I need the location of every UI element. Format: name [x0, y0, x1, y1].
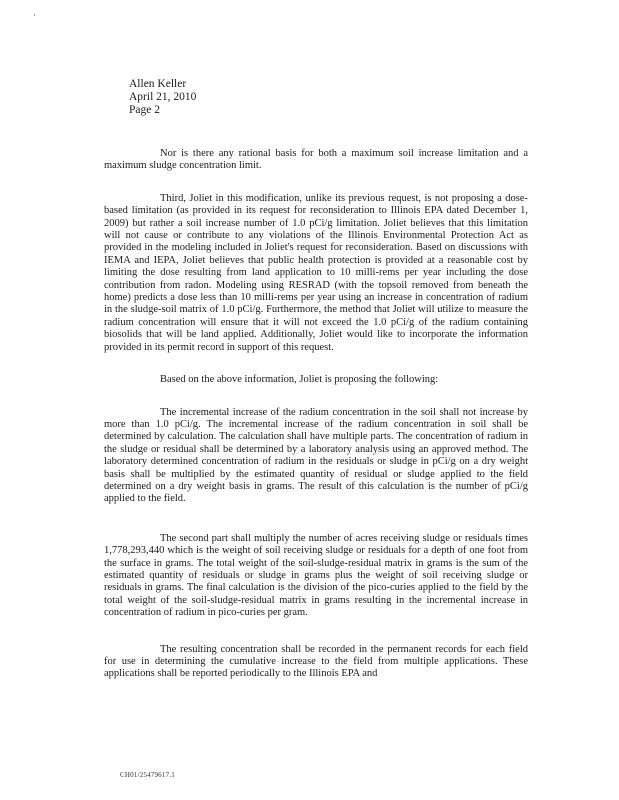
paragraph-6: The resulting concentration shall be recorded in the permanent records for each field for use in determining the cumulative increase to the field from multiple applications. These applications shall be reported periodically to the Illinois EPA and: [104, 643, 528, 680]
paragraph-5: The second part shall multiply the number of acres receiving sludge or residuals times 1,778,293,440 which is the weight of soil receiving sludge or residuals for a depth of one foot from the surface in grams. The total weight of the soil-sludge-residual matrix in grams is the sum of the estimated quantity of residuals or sludge in grams plus the weight of soil receiving sludge or residuals in grams. The final calculation is the division of the pico-curies applied to the field by the total weight of the soil-sludge-residual matrix in grams resulting in the incremental increase in concentration of radium in pico-curies per gram.: [104, 532, 528, 619]
paragraph-2: Third, Joliet in this modification, unlike its previous request, is not proposing a dose-based limitation (as provided in its request for reconsideration to Illinois EPA dated December 1, 2009) but rather a soil increase number of 1.0 pCi/g limitation. Joliet believes that this limitation will not cause or contribute to any violations of the Illinois Environmental Protection Act as provided in the modeling included in Joliet's request for reconsideration. Based on discussions with IEMA and IEPA, Joliet believes that public health protection is provided at a reasonable cost by limiting the dose resulting from land application to 10 milli-rems per year including the dose contribution from radon. Modeling using RESRAD (with the topsoil removed from beneath the home) predicts a dose less than 10 milli-rems per year using an increase in concentration of radium in the sludge-soil matrix of 1.0 pCi/g. Furthermore, the method that Joliet will utilize to measure the radium concentration will ensure that it will not exceed the 1.0 pCi/g of the radium containing biosolids that will be land applied. Additionally, Joliet would like to incorporate the information provided in its permit record in support of this request.: [104, 192, 528, 353]
corner-mark: ·: [33, 10, 36, 20]
letter-header: [129, 78, 196, 117]
document-id: CH01/25479617.1: [120, 771, 175, 779]
letter-date: April 21, 2010: [129, 91, 197, 103]
paragraph-4: The incremental increase of the radium concentration in the soil shall not increase by more than 1.0 pCi/g. The incremental increase of the radium concentration in soil shall be determined by calculation. The calculation shall have multiple parts. The concentration of radium in the sludge or residual shall be determined by a laboratory analysis using an approved method. The laboratory determined concentration of radium in the residuals or sludge in pCi/g on a dry weight basis shall be multiplied by the estimated quantity of residual or sludge applied to the field determined on a dry weight basis in grams. The result of this calculation is the number of pCi/g applied to the field.: [104, 406, 528, 505]
paragraph-3: Based on the above information, Joliet is proposing the following:: [160, 374, 439, 386]
letter-body: [104, 148, 528, 681]
recipient-name: Allen Keller: [129, 78, 187, 90]
page-number: Page 2: [129, 104, 160, 116]
paragraph-1: Nor is there any rational basis for both a maximum soil increase limitation and a maximum sludge concentration limit.: [104, 148, 528, 172]
